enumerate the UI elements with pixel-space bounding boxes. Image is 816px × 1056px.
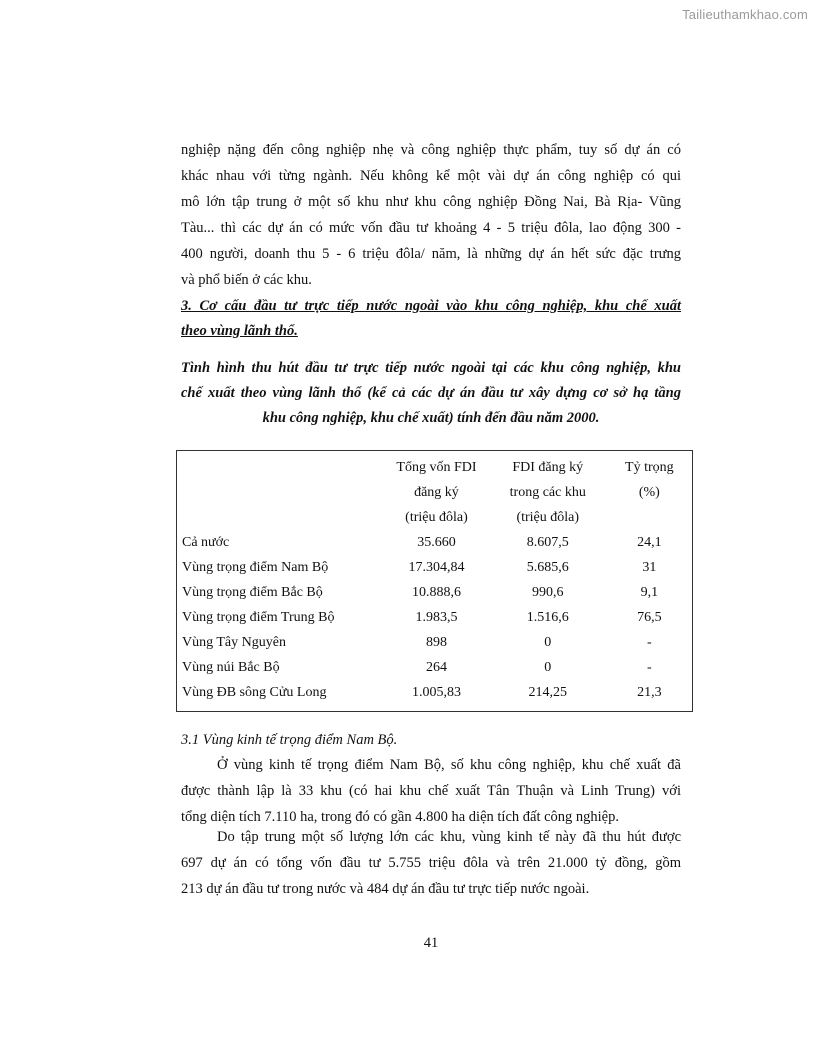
total-fdi-cell: 264 bbox=[425, 660, 447, 675]
watermark: Tailieuthamkhao.com bbox=[682, 7, 808, 22]
header-line: (triệu đôla) bbox=[516, 510, 580, 525]
fdi-region-table bbox=[176, 450, 693, 712]
share-cell: 76,5 bbox=[637, 610, 662, 625]
region-cell: Vùng ĐB sông Cửu Long bbox=[182, 685, 327, 700]
region-cell: Vùng trọng điểm Trung Bộ bbox=[182, 610, 335, 625]
subsection-title: 3.1 Vùng kinh tế trọng điểm Nam Bộ. bbox=[181, 732, 398, 748]
body-paragraph-2 bbox=[181, 824, 681, 902]
header-line: (%) bbox=[638, 485, 660, 500]
table-caption-line: chế xuất theo vùng lãnh thổ (kể cả các dự án đầu tư xây dựng cơ sở hạ tầng bbox=[181, 385, 681, 401]
share-cell: 24,1 bbox=[637, 535, 662, 550]
zone-fdi-cell: 5.685,6 bbox=[526, 560, 569, 575]
total-fdi-cell: 35.660 bbox=[417, 535, 456, 550]
region-cell: Vùng trọng điểm Nam Bộ bbox=[182, 560, 329, 575]
share-cell: - bbox=[646, 635, 652, 650]
table-row bbox=[177, 655, 693, 680]
share-cell: 21,3 bbox=[637, 685, 662, 700]
region-cell: Vùng Tây Nguyên bbox=[182, 635, 286, 650]
header-line: đăng ký bbox=[414, 485, 459, 500]
header-line: Tỷ trọng bbox=[625, 460, 674, 475]
table-caption bbox=[181, 356, 681, 431]
region-cell: Cả nước bbox=[182, 535, 230, 550]
body-line: được thành lập là 33 khu (có hai khu chế xuất Tân Thuận và Linh Trung) với bbox=[181, 783, 681, 799]
total-fdi-cell: 17.304,84 bbox=[408, 560, 465, 575]
table-row bbox=[177, 580, 693, 605]
total-fdi-cell: 1.005,83 bbox=[411, 685, 461, 700]
table-row bbox=[177, 530, 693, 555]
header-line: trong các khu bbox=[509, 485, 586, 500]
section-heading-line: theo vùng lãnh thổ. bbox=[181, 323, 298, 339]
zone-fdi-cell: 0 bbox=[544, 635, 552, 650]
zone-fdi-cell: 0 bbox=[544, 660, 552, 675]
page-number: 41 bbox=[423, 935, 439, 951]
zone-fdi-cell: 1.516,6 bbox=[526, 610, 569, 625]
zone-fdi-header bbox=[489, 451, 607, 531]
header-line: FDI đăng ký bbox=[512, 460, 584, 475]
table-header-row bbox=[177, 451, 693, 531]
header-line: (triệu đôla) bbox=[405, 510, 468, 525]
body-paragraph-1 bbox=[181, 752, 681, 830]
share-cell: - bbox=[646, 660, 652, 675]
table-row bbox=[177, 630, 693, 655]
intro-line: và phổ biến ở các khu. bbox=[181, 272, 312, 288]
body-line: Do tập trung một số lượng lớn các khu, vùng kinh tế này đã thu hút được bbox=[217, 829, 681, 845]
region-header bbox=[177, 451, 385, 531]
header-line: Tổng vốn FDI bbox=[396, 460, 477, 475]
section-heading-line: 3. Cơ cấu đầu tư trực tiếp nước ngoài vào khu công nghiệp, khu chế xuất bbox=[181, 298, 681, 314]
intro-paragraph bbox=[181, 137, 681, 293]
share-header bbox=[607, 451, 693, 531]
region-cell: Vùng núi Bắc Bộ bbox=[182, 660, 280, 675]
intro-line: khác nhau với từng ngành. Nếu không kể một vài dự án công nghiệp có qui bbox=[181, 168, 681, 184]
body-line: tổng diện tích 7.110 ha, trong đó có gần 4.800 ha diện tích đất công nghiệp. bbox=[181, 809, 619, 825]
zone-fdi-cell: 214,25 bbox=[528, 685, 567, 700]
body-line: 213 dự án đầu tư trong nước và 484 dự án đầu tư trực tiếp nước ngoài. bbox=[181, 881, 590, 897]
table-row bbox=[177, 555, 693, 580]
table-row bbox=[177, 605, 693, 630]
share-cell: 31 bbox=[642, 560, 657, 575]
total-fdi-cell: 10.888,6 bbox=[411, 585, 461, 600]
zone-fdi-cell: 990,6 bbox=[532, 585, 564, 600]
total-fdi-cell: 898 bbox=[425, 635, 447, 650]
table-row bbox=[177, 680, 693, 712]
section-heading bbox=[181, 294, 681, 344]
intro-line: nghiệp nặng đến công nghiệp nhẹ và công nghiệp thực phẩm, tuy số dự án có bbox=[181, 142, 681, 158]
total-fdi-header bbox=[384, 451, 489, 531]
total-fdi-cell: 1.983,5 bbox=[415, 610, 458, 625]
body-line: Ở vùng kinh tế trọng điểm Nam Bộ, số khu công nghiệp, khu chế xuất đã bbox=[217, 757, 681, 773]
region-cell: Vùng trọng điểm Bắc Bộ bbox=[182, 585, 323, 600]
share-cell: 9,1 bbox=[640, 585, 659, 600]
zone-fdi-cell: 8.607,5 bbox=[526, 535, 569, 550]
intro-line: 400 người, doanh thu 5 - 6 triệu đôla/ năm, là những dự án hết sức đặc trưng bbox=[181, 246, 681, 262]
intro-line: mô lớn tập trung ở một số khu như khu công nghiệp Đồng Nai, Bà Rịa- Vũng bbox=[181, 194, 681, 210]
intro-line: Tàu... thì các dự án có mức vốn đầu tư khoảng 4 - 5 triệu đôla, lao động 300 - bbox=[181, 220, 681, 236]
table-caption-line: khu công nghiệp, khu chế xuất) tính đến đầu năm 2000. bbox=[262, 410, 600, 426]
body-line: 697 dự án có tổng vốn đầu tư 5.755 triệu đôla và trên 21.000 tỷ đồng, gồm bbox=[181, 855, 681, 871]
table-caption-line: Tình hình thu hút đầu tư trực tiếp nước ngoài tại các khu công nghiệp, khu bbox=[181, 360, 681, 376]
